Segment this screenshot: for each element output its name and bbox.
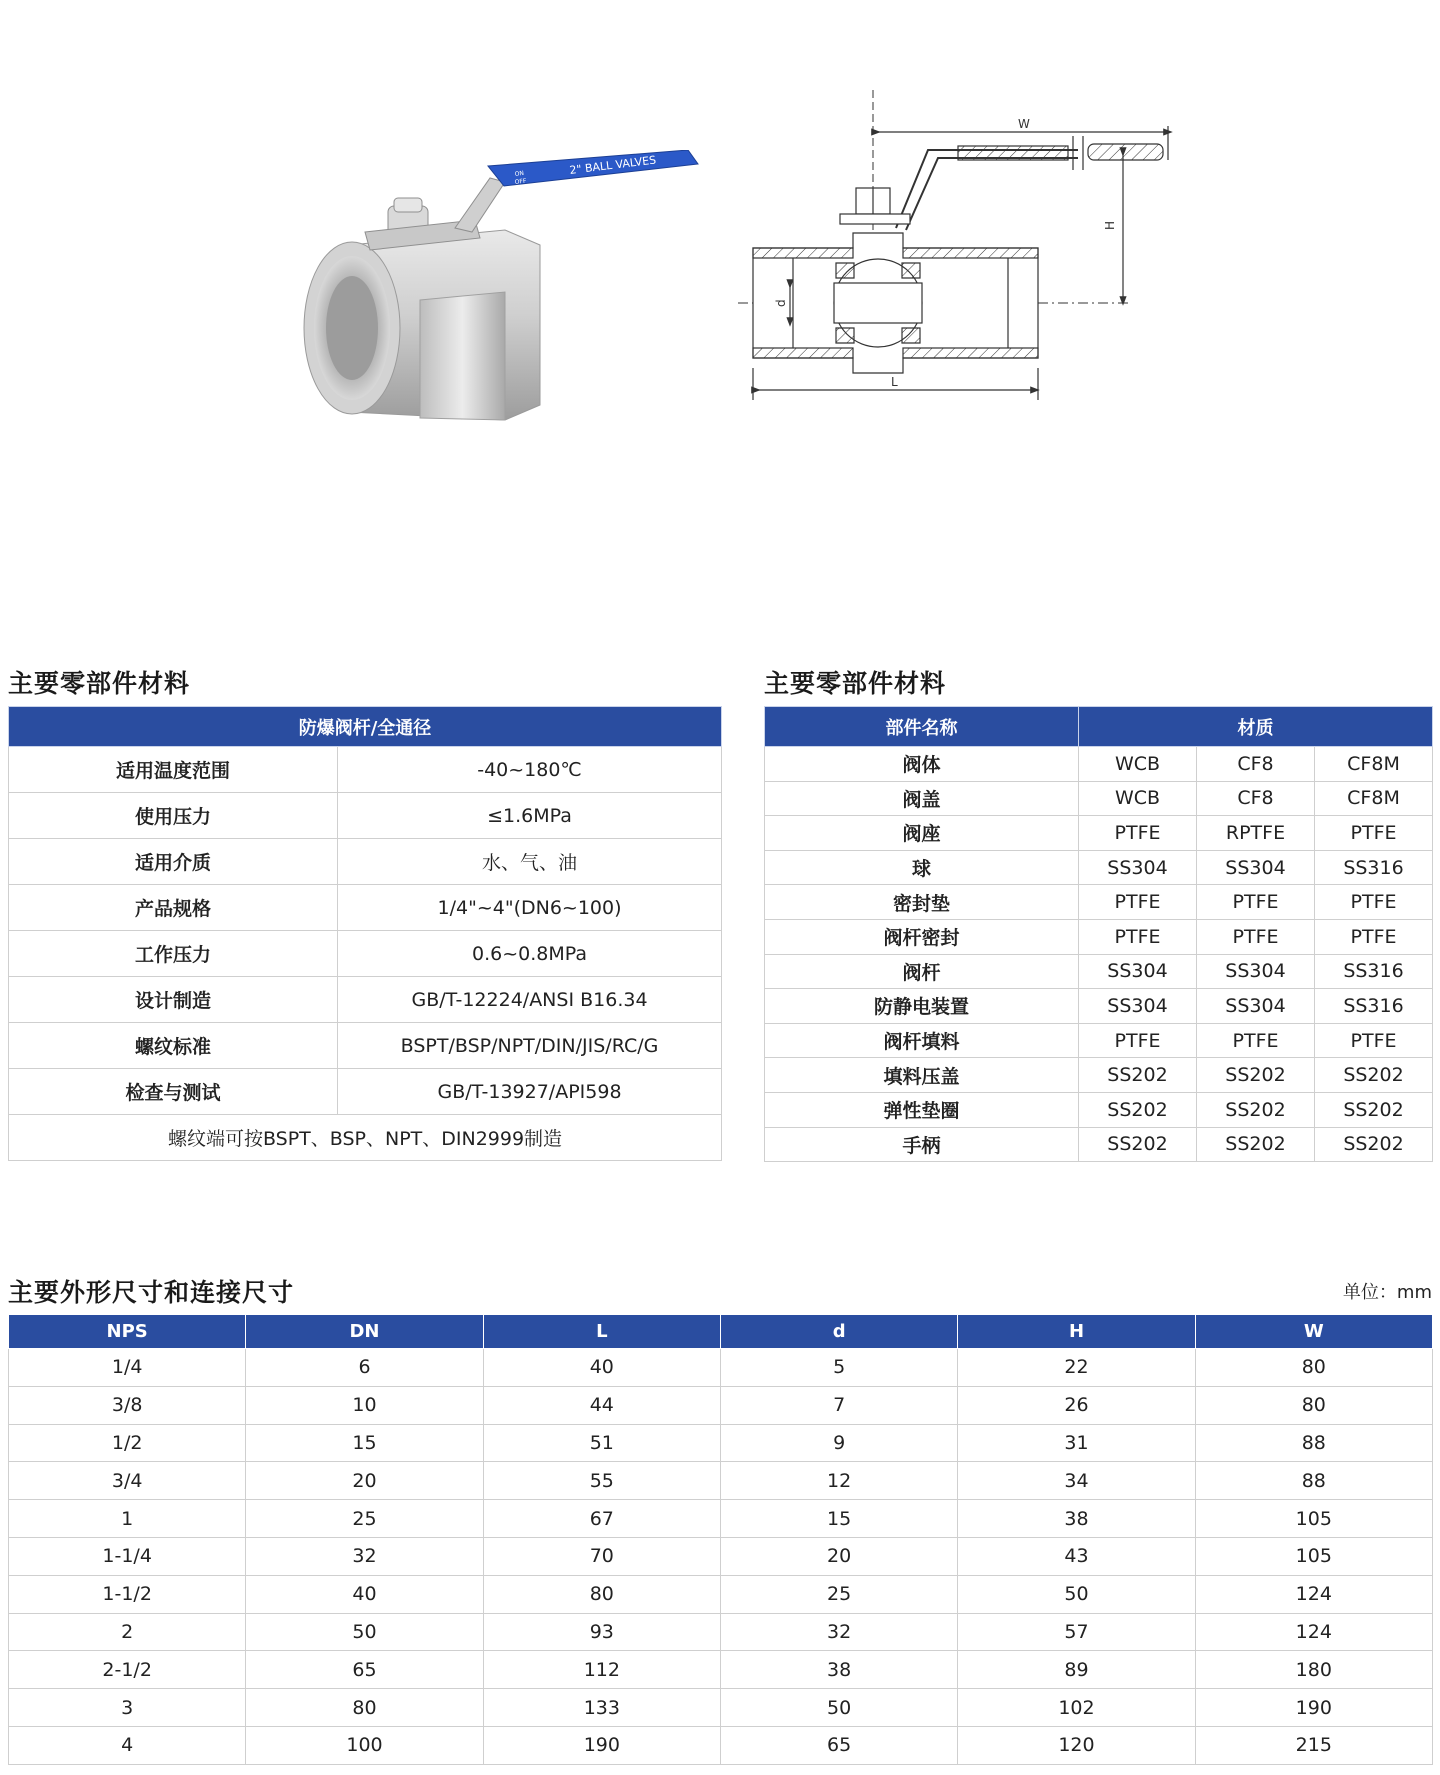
material-value: PTFE <box>1197 1023 1315 1058</box>
dimension-cell: 44 <box>483 1386 720 1424</box>
dim-label-l: L <box>891 375 898 389</box>
dimension-cell: 1/4 <box>9 1349 246 1387</box>
dimension-cell: 105 <box>1195 1537 1432 1575</box>
material-value: SS316 <box>1315 850 1433 885</box>
dimension-cell: 1 <box>9 1500 246 1538</box>
dim-label-d: d <box>774 299 788 307</box>
dimension-cell: 20 <box>246 1462 483 1500</box>
dimension-cell: 5 <box>720 1349 957 1387</box>
spec-table-header: 防爆阀杆/全通径 <box>9 707 722 747</box>
dimension-header: H <box>958 1315 1195 1349</box>
dimension-cell: 32 <box>246 1537 483 1575</box>
material-value: PTFE <box>1079 816 1197 851</box>
material-value: SS202 <box>1197 1058 1315 1093</box>
dimension-header: L <box>483 1315 720 1349</box>
spec-row <box>9 885 722 931</box>
material-value: SS202 <box>1197 1092 1315 1127</box>
material-value: SS304 <box>1079 954 1197 989</box>
material-part-name: 阀盖 <box>765 781 1079 816</box>
spec-row <box>9 1023 722 1069</box>
material-part-name: 阀体 <box>765 747 1079 782</box>
dimension-cell: 70 <box>483 1537 720 1575</box>
material-row <box>765 885 1433 920</box>
dimension-row <box>9 1651 1433 1689</box>
material-value: CF8M <box>1315 781 1433 816</box>
material-value: SS304 <box>1079 850 1197 885</box>
dimension-cell: 50 <box>720 1689 957 1727</box>
material-table <box>764 706 1433 1162</box>
material-value: CF8M <box>1315 747 1433 782</box>
dimension-cell: 38 <box>720 1651 957 1689</box>
material-part-name: 密封垫 <box>765 885 1079 920</box>
dimension-cell: 55 <box>483 1462 720 1500</box>
dimension-cell: 133 <box>483 1689 720 1727</box>
material-row <box>765 850 1433 885</box>
dimension-cell: 34 <box>958 1462 1195 1500</box>
material-part-name: 填料压盖 <box>765 1058 1079 1093</box>
dimension-cell: 2-1/2 <box>9 1651 246 1689</box>
dimension-cell: 180 <box>1195 1651 1432 1689</box>
material-row <box>765 1127 1433 1162</box>
dimension-cell: 215 <box>1195 1726 1432 1764</box>
dimension-cell: 57 <box>958 1613 1195 1651</box>
material-row <box>765 816 1433 851</box>
dimension-cell: 1-1/4 <box>9 1537 246 1575</box>
dimension-cell: 190 <box>1195 1689 1432 1727</box>
dimension-cell: 31 <box>958 1424 1195 1462</box>
spec-label: 工作压力 <box>9 931 338 977</box>
dimension-row <box>9 1726 1433 1764</box>
material-value: SS316 <box>1315 989 1433 1024</box>
dimension-header: NPS <box>9 1315 246 1349</box>
material-value: SS304 <box>1197 850 1315 885</box>
dimension-row <box>9 1386 1433 1424</box>
material-value: PTFE <box>1315 816 1433 851</box>
spec-row <box>9 977 722 1023</box>
material-value: SS202 <box>1315 1127 1433 1162</box>
dimension-cell: 80 <box>1195 1349 1432 1387</box>
handle-on-text: ON <box>514 169 525 178</box>
material-value: SS202 <box>1197 1127 1315 1162</box>
material-value: SS304 <box>1197 954 1315 989</box>
material-part-name: 弹性垫圈 <box>765 1092 1079 1127</box>
spec-value: ≤1.6MPa <box>338 793 722 839</box>
material-header-material: 材质 <box>1079 707 1433 747</box>
material-row <box>765 747 1433 782</box>
dimension-cell: 80 <box>483 1575 720 1613</box>
dimension-cell: 65 <box>720 1726 957 1764</box>
dimension-cell: 3/4 <box>9 1462 246 1500</box>
dimension-header: DN <box>246 1315 483 1349</box>
dimension-cell: 124 <box>1195 1613 1432 1651</box>
dimension-cell: 15 <box>246 1424 483 1462</box>
material-part-name: 防静电装置 <box>765 989 1079 1024</box>
material-value: PTFE <box>1197 919 1315 954</box>
dimension-cell: 67 <box>483 1500 720 1538</box>
dimension-cell: 43 <box>958 1537 1195 1575</box>
material-table-title: 主要零部件材料 <box>764 669 947 698</box>
dimension-cell: 40 <box>483 1349 720 1387</box>
spec-row <box>9 747 722 793</box>
material-value: PTFE <box>1079 1023 1197 1058</box>
dimension-cell: 1-1/2 <box>9 1575 246 1613</box>
hero-images <box>0 0 1440 480</box>
dimension-cell: 88 <box>1195 1424 1432 1462</box>
material-value: SS202 <box>1315 1092 1433 1127</box>
material-header-part: 部件名称 <box>765 707 1079 747</box>
dimension-row <box>9 1462 1433 1500</box>
spec-label: 检查与测试 <box>9 1069 338 1115</box>
dimension-cell: 120 <box>958 1726 1195 1764</box>
dimension-cell: 3/8 <box>9 1386 246 1424</box>
spec-label: 螺纹标准 <box>9 1023 338 1069</box>
dimension-table-title: 主要外形尺寸和连接尺寸 <box>8 1278 295 1307</box>
material-value: SS304 <box>1079 989 1197 1024</box>
dimension-row <box>9 1689 1433 1727</box>
material-row <box>765 1058 1433 1093</box>
material-value: PTFE <box>1315 885 1433 920</box>
dim-label-h: H <box>1103 220 1117 230</box>
handle-off-text: OFF <box>514 177 527 186</box>
dimension-cell: 40 <box>246 1575 483 1613</box>
material-row <box>765 954 1433 989</box>
material-value: PTFE <box>1197 885 1315 920</box>
dimension-cell: 80 <box>246 1689 483 1727</box>
material-row <box>765 919 1433 954</box>
material-value: RPTFE <box>1197 816 1315 851</box>
material-value: PTFE <box>1079 919 1197 954</box>
material-value: CF8 <box>1197 781 1315 816</box>
valve-technical-drawing <box>728 88 1188 468</box>
dimension-cell: 6 <box>246 1349 483 1387</box>
dimension-cell: 22 <box>958 1349 1195 1387</box>
spec-row <box>9 1069 722 1115</box>
material-part-name: 阀座 <box>765 816 1079 851</box>
material-row <box>765 781 1433 816</box>
spec-value: 水、气、油 <box>338 839 722 885</box>
dimension-row <box>9 1424 1433 1462</box>
material-part-name: 阀杆 <box>765 954 1079 989</box>
dimension-cell: 20 <box>720 1537 957 1575</box>
material-value: SS202 <box>1079 1092 1197 1127</box>
material-part-name: 阀杆填料 <box>765 1023 1079 1058</box>
dimension-cell: 1/2 <box>9 1424 246 1462</box>
spec-note: 螺纹端可按BSPT、BSP、NPT、DIN2999制造 <box>9 1115 722 1161</box>
dimension-row <box>9 1349 1433 1387</box>
dimension-cell: 65 <box>246 1651 483 1689</box>
material-value: SS316 <box>1315 954 1433 989</box>
spec-label: 适用介质 <box>9 839 338 885</box>
dimension-cell: 51 <box>483 1424 720 1462</box>
spec-value: -40~180℃ <box>338 747 722 793</box>
spec-row <box>9 931 722 977</box>
material-value: WCB <box>1079 747 1197 782</box>
dimension-cell: 25 <box>720 1575 957 1613</box>
dimension-cell: 50 <box>958 1575 1195 1613</box>
dim-label-w: W <box>1018 117 1030 131</box>
material-value: SS202 <box>1315 1058 1433 1093</box>
material-part-name: 球 <box>765 850 1079 885</box>
dimension-cell: 32 <box>720 1613 957 1651</box>
material-value: SS304 <box>1197 989 1315 1024</box>
spec-value: GB/T-12224/ANSI B16.34 <box>338 977 722 1023</box>
material-row <box>765 1092 1433 1127</box>
spec-label: 设计制造 <box>9 977 338 1023</box>
dimension-cell: 10 <box>246 1386 483 1424</box>
spec-value: 0.6~0.8MPa <box>338 931 722 977</box>
dimension-cell: 88 <box>1195 1462 1432 1500</box>
dimension-cell: 102 <box>958 1689 1195 1727</box>
dimension-cell: 50 <box>246 1613 483 1651</box>
spec-value: 1/4"~4"(DN6~100) <box>338 885 722 931</box>
dimension-cell: 93 <box>483 1613 720 1651</box>
dimension-cell: 112 <box>483 1651 720 1689</box>
dimension-row <box>9 1537 1433 1575</box>
dimension-row <box>9 1575 1433 1613</box>
material-value: SS202 <box>1079 1058 1197 1093</box>
spec-label: 产品规格 <box>9 885 338 931</box>
dimension-cell: 105 <box>1195 1500 1432 1538</box>
spec-table <box>8 706 722 1161</box>
dimension-cell: 100 <box>246 1726 483 1764</box>
material-value: SS202 <box>1079 1127 1197 1162</box>
spec-label: 使用压力 <box>9 793 338 839</box>
material-row <box>765 1023 1433 1058</box>
dimension-cell: 190 <box>483 1726 720 1764</box>
material-value: CF8 <box>1197 747 1315 782</box>
spec-row <box>9 793 722 839</box>
material-value: PTFE <box>1315 1023 1433 1058</box>
dimension-cell: 124 <box>1195 1575 1432 1613</box>
material-part-name: 手柄 <box>765 1127 1079 1162</box>
dimension-row <box>9 1613 1433 1651</box>
spec-table-title: 主要零部件材料 <box>8 669 191 698</box>
dimension-cell: 2 <box>9 1613 246 1651</box>
dimension-cell: 4 <box>9 1726 246 1764</box>
dimension-cell: 26 <box>958 1386 1195 1424</box>
material-value: WCB <box>1079 781 1197 816</box>
material-value: PTFE <box>1079 885 1197 920</box>
ball-valve-photo <box>290 150 790 470</box>
dimension-table <box>8 1314 1433 1765</box>
dimension-cell: 3 <box>9 1689 246 1727</box>
material-row <box>765 989 1433 1024</box>
dimension-cell: 38 <box>958 1500 1195 1538</box>
dimension-cell: 80 <box>1195 1386 1432 1424</box>
material-part-name: 阀杆密封 <box>765 919 1079 954</box>
spec-row <box>9 839 722 885</box>
handle-brand-text: 2" BALL VALVES <box>568 153 657 177</box>
spec-value: BSPT/BSP/NPT/DIN/JIS/RC/G <box>338 1023 722 1069</box>
dimension-cell: 15 <box>720 1500 957 1538</box>
dimension-row <box>9 1500 1433 1538</box>
dimension-cell: 9 <box>720 1424 957 1462</box>
dimension-cell: 25 <box>246 1500 483 1538</box>
spec-label: 适用温度范围 <box>9 747 338 793</box>
dimension-header: W <box>1195 1315 1432 1349</box>
dimension-cell: 7 <box>720 1386 957 1424</box>
dimension-cell: 12 <box>720 1462 957 1500</box>
material-value: PTFE <box>1315 919 1433 954</box>
dimension-header: d <box>720 1315 957 1349</box>
dimension-cell: 89 <box>958 1651 1195 1689</box>
spec-note-row <box>9 1115 722 1161</box>
spec-value: GB/T-13927/API598 <box>338 1069 722 1115</box>
unit-label: 单位：mm <box>1342 1282 1432 1303</box>
